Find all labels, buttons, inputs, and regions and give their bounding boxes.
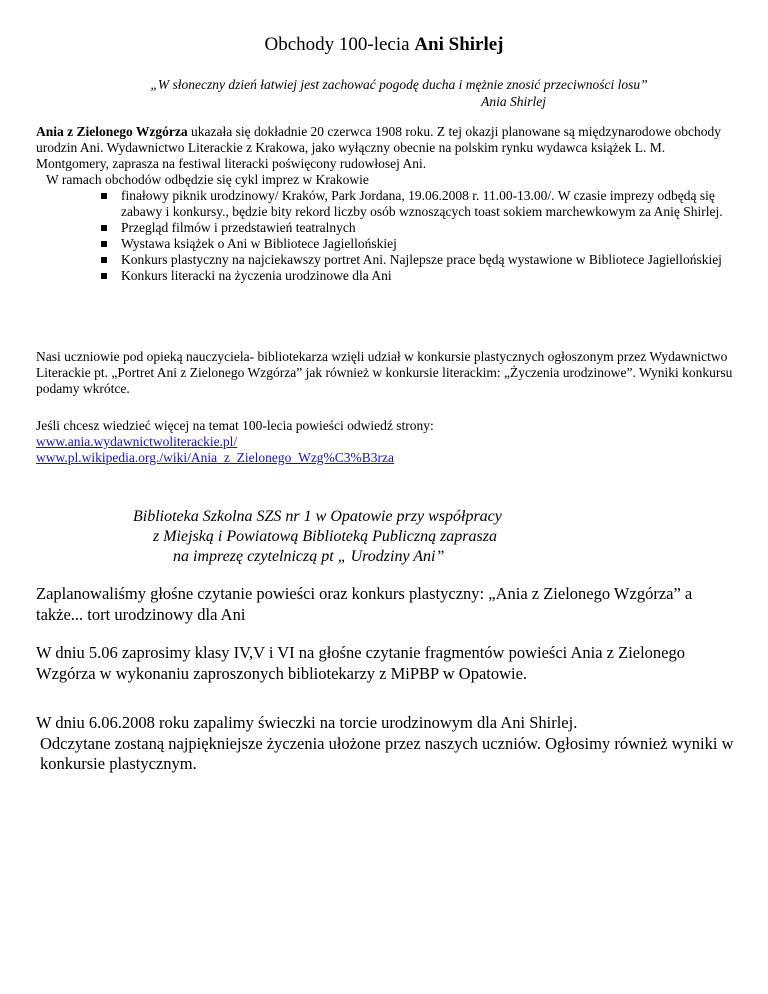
- event-text: Konkurs plastyczny na najciekawszy portret Ani. Najlepsze prace będą wystawione w Bibliotece Jagiellońskiej: [121, 252, 722, 267]
- day2-line-2: Odczytane zostaną najpiękniejsze życzenia ułożone przez naszych uczniów. Ogłosimy również wyniki w konkursie plastycznym.: [40, 733, 734, 773]
- event-text: Wystawa książek o Ani w Bibliotece Jagiellońskiej: [121, 236, 397, 251]
- link-wikipedia[interactable]: www.pl.wikipedia.org./wiki/Ania_z_Zielonego_Wzg%C3%B3rza: [36, 450, 395, 465]
- events-intro: W ramach obchodów odbędzie się cykl imprez w Krakowie: [46, 172, 369, 187]
- title-prefix: Obchody 100-lecia: [264, 34, 415, 55]
- event-text: Konkurs literacki na życzenia urodzinowe dla Ani: [121, 268, 392, 283]
- epigraph: [0, 76, 768, 110]
- day2-paragraph: [36, 713, 736, 775]
- title-bold: Ani Shirlej: [414, 34, 504, 55]
- bullet-icon: [101, 225, 107, 231]
- bullet-icon: [101, 241, 107, 247]
- list-item: [121, 252, 736, 268]
- intro-text: ukazała się dokładnie 20 czerwca 1908 roku. Z tej okazji planowane są międzynarodowe obchody urodzin Ani. Wydawnictwo Literackie z Krakowa, jako wyłączny obecnie na polskim rynku wydawca książek L. M. Montgomery, zaprasza na festiwal literacki poświęcony rudowłosej Ani.: [36, 124, 722, 171]
- intro-paragraph: [36, 124, 736, 172]
- list-item: [121, 236, 736, 252]
- bullet-icon: [101, 273, 107, 279]
- bullet-icon: [101, 257, 107, 263]
- link-wydawnictwo[interactable]: www.ania.wydawnictwoliterackie.pl/: [36, 434, 238, 449]
- events-list: [36, 188, 736, 284]
- invitation: [133, 507, 633, 567]
- links-section: [36, 418, 736, 466]
- students-paragraph: Nasi uczniowie pod opieką nauczyciela- bibliotekarza wzięli udział w konkursie plastycznych ogłoszonym przez Wydawnictwo Literackie pt. „Portret Ani z Zielonego Wzgórza” jak również w konkursie literackim: „Życzenia urodzinowe”. Wyniki konkursu podamy wkrótce.: [36, 349, 733, 396]
- day2-line-1: W dniu 6.06.2008 roku zapalimy świeczki na torcie urodzinowym dla Ani Shirlej.: [36, 713, 578, 732]
- list-item: [121, 220, 736, 236]
- event-text: finałowy piknik urodzinowy/ Kraków, Park Jordana, 19.06.2008 r. 11.00-13.00/. W czasie imprezy odbędą się zabawy i konkursy., będzie bity rekord liczby osób wznoszących toast sokiem marchewkowym za Anię Shirlej.: [121, 188, 723, 219]
- page-title: [0, 34, 768, 56]
- quote-text: „W słoneczny dzień łatwiej jest zachować pogodę ducha i mężnie znosić przeciwności losu”: [150, 77, 648, 92]
- event-text: Przegląd filmów i przedstawień teatralnych: [121, 220, 356, 235]
- list-item: [121, 188, 736, 220]
- quote-author: Ania Shirlej: [481, 94, 546, 109]
- list-item: [121, 268, 736, 284]
- invite-line-3: na imprezę czytelniczą pt „ Urodziny Ani”: [173, 548, 445, 565]
- invite-line-2: z Miejską i Powiatową Biblioteką Publiczną zaprasza: [153, 528, 497, 545]
- invite-line-1: Biblioteka Szkolna SZS nr 1 w Opatowie przy współpracy: [133, 508, 502, 525]
- bullet-icon: [101, 193, 107, 199]
- intro-lead: Ania z Zielonego Wzgórza: [36, 124, 188, 139]
- links-intro: Jeśli chcesz wiedzieć więcej na temat 100-lecia powieści odwiedź strony:: [36, 418, 434, 433]
- intro-section: [36, 124, 736, 284]
- day1-paragraph: W dniu 5.06 zaprosimy klasy IV,V i VI na głośne czytanie fragmentów powieści Ania z Zielonego Wzgórza w wykonaniu zaproszonych bibliotekarzy z MiPBP w Opatowie.: [36, 643, 686, 683]
- plan-paragraph: Zaplanowaliśmy głośne czytanie powieści oraz konkurs plastyczny: „Ania z Zielonego Wzgórza” a także... tort urodzinowy dla Ani: [36, 584, 693, 624]
